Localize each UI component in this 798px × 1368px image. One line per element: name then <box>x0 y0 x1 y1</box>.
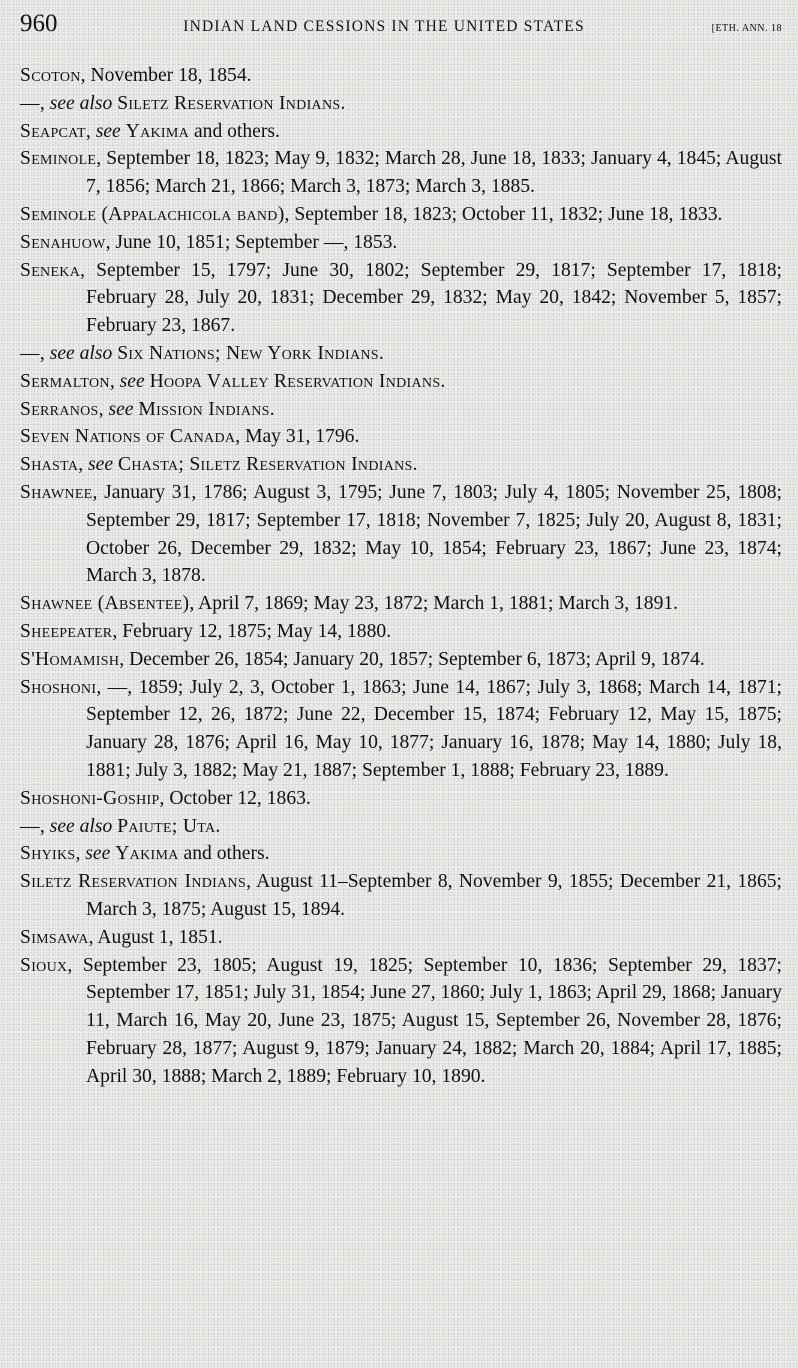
entry-dates: and others. <box>178 843 270 865</box>
entry-heading: Scoton <box>20 65 81 86</box>
index-entry: —, see also Six Nations; New York Indians. <box>20 342 384 364</box>
entry-heading: Sioux <box>20 954 68 976</box>
entry-heading: — <box>20 92 40 114</box>
entry-heading: Seminole <box>20 148 97 170</box>
index-entry: Seapcat, see Yakima and others. <box>20 120 280 142</box>
entry-heading: Shasta <box>20 454 79 476</box>
index-entry <box>20 590 782 618</box>
entry-heading: S'Homamish <box>20 648 120 670</box>
index-entry: —, see also Paiute; Uta. <box>20 815 221 837</box>
entry-heading: Shawnee <box>20 481 93 503</box>
entry-heading: Shawnee (Absentee) <box>20 593 190 615</box>
entry-heading: — <box>20 342 40 364</box>
index-entry <box>20 785 782 813</box>
index-entry: Shyiks, see Yakima and others. <box>20 843 270 865</box>
entry-heading: — <box>20 815 40 837</box>
entry-dates: , December 26, 1854; January 20, 1857; September 6, 1873; April 9, 1874. <box>119 648 705 670</box>
see-target: Yakima <box>115 843 179 865</box>
see-target: Yakima <box>125 120 190 142</box>
entry-dates: , August 1, 1851. <box>88 926 223 948</box>
entry-heading: Seven Nations of Canada <box>20 426 236 448</box>
entry-dates: , August 11–September 8, November 9, 1855; December 21, 1865; March 3, 1875; August 15, 1894. <box>86 871 782 920</box>
entry-dates: , November 18, 1854. <box>80 65 252 86</box>
entry-heading: Simsawa <box>20 926 89 948</box>
page-header <box>20 10 782 46</box>
entry-heading: Serranos <box>20 398 99 420</box>
entry-dates: , September 23, 1805; August 19, 1825; September 10, 1836; September 29, 1837; September 17, 1851; July 31, 1854; June 27, 1860; July 1, 1863; April 29, 1868; January 11, March 16, May 20, June 23, 1875; August 15, September 26, November 28, 1876; February 28, 1877; August 9, 1879; January 24, 1882; March 20, 1884; April 17, 1885; April 30, 1888; March 2, 1889; February 10, 1890. <box>67 954 782 1087</box>
entry-dates: . <box>269 398 275 420</box>
index-entry: Shasta, see Chasta; Siletz Reservation Indians. <box>20 454 418 476</box>
see-reference: see also <box>49 92 113 114</box>
index-entry <box>20 145 782 201</box>
index-entry <box>20 868 782 924</box>
entry-dates: , September 15, 1797; June 30, 1802; September 29, 1817; September 17, 1818; February 28, July 20, 1831; December 29, 1832; May 20, 1842; November 5, 1857; February 23, 1867. <box>80 259 782 337</box>
entry-heading: Shoshoni <box>20 676 97 698</box>
entry-dates: , October 12, 1863. <box>159 787 311 809</box>
index-entry: —, see also Siletz Reservation Indians. <box>20 92 346 114</box>
running-title: INDIAN LAND CESSIONS IN THE UNITED STATES <box>183 18 585 35</box>
entry-dates: , September 18, 1823; May 9, 1832; March 28, June 18, 1833; January 4, 1845; August 7, 1856; March 21, 1866; March 3, 1873; March 3, 1885. <box>86 148 782 198</box>
index-entry <box>20 924 782 952</box>
entry-dates: , May 31, 1796. <box>235 426 360 448</box>
entry-heading: Shoshoni-Goship <box>20 787 160 809</box>
see-target: Siletz Reservation Indians <box>117 92 341 114</box>
entry-dates: , February 12, 1875; May 14, 1880. <box>112 620 392 642</box>
see-target: Hoopa Valley Reservation Indians <box>149 370 441 392</box>
entry-heading: Shyiks <box>20 843 76 865</box>
entry-dates: , —, 1859; July 2, 3, October 1, 1863; June 14, 1867; July 3, 1868; March 14, 1871; September 12, 26, 1872; June 22, December 15, 1874; February 12, May 15, 1875; January 28, 1876; April 16, May 10, 1877; January 16, 1878; May 14, 1880; July 18, 1881; July 3, 1882; May 21, 1887; September 1, 1888; February 23, 1889. <box>86 676 782 781</box>
see-reference: see <box>119 370 145 392</box>
entry-dates: and others. <box>189 120 280 142</box>
entry-dates: , September 18, 1823; October 11, 1832; June 18, 1833. <box>284 203 723 225</box>
see-reference: see also <box>49 342 113 364</box>
index-entry <box>20 479 782 590</box>
entry-dates: , April 7, 1869; May 23, 1872; March 1, 1881; March 3, 1891. <box>189 593 679 615</box>
index-entries <box>20 62 782 1090</box>
see-reference: see <box>108 398 134 420</box>
entry-heading: Seapcat <box>20 120 86 142</box>
see-target: Six Nations; New York Indians <box>117 342 379 364</box>
see-reference: see also <box>49 815 113 837</box>
entry-dates: , June 10, 1851; September —, 1853. <box>105 231 398 253</box>
entry-dates: . <box>378 342 384 364</box>
index-entry <box>20 229 782 257</box>
entry-heading: Seminole (Appalachicola band) <box>20 203 285 225</box>
see-reference: see <box>95 120 121 142</box>
see-reference: see <box>85 843 111 865</box>
index-entry <box>20 257 782 340</box>
index-entry <box>20 423 782 451</box>
index-entry: Serranos, see Mission Indians. <box>20 398 275 420</box>
entry-heading: Sermalton <box>20 370 110 392</box>
entry-dates: , January 31, 1786; August 3, 1795; June 7, 1803; July 4, 1805; November 25, 1808; September 29, 1817; September 17, 1818; November 7, 1825; July 20, August 8, 1831; October 26, December 29, 1832; May 10, 1854; February 23, 1867; June 23, 1874; March 3, 1878. <box>86 481 782 587</box>
entry-dates: . <box>440 370 446 392</box>
index-entry <box>20 62 782 90</box>
entry-heading: Sheepeater <box>20 620 113 642</box>
index-entry <box>20 618 782 646</box>
entry-dates: . <box>215 815 221 837</box>
entry-heading: Senahuow <box>20 231 106 253</box>
index-entry <box>20 674 782 785</box>
entry-heading: Seneka <box>20 259 81 281</box>
see-target: Mission Indians <box>138 398 270 420</box>
see-reference: see <box>88 454 114 476</box>
index-entry <box>20 201 782 229</box>
entry-dates: . <box>340 92 346 114</box>
series-reference: [ETH. ANN. 18 <box>711 23 782 34</box>
index-entry <box>20 646 782 674</box>
entry-heading: Siletz Reservation Indians <box>20 871 247 893</box>
index-entry: Sermalton, see Hoopa Valley Reservation Indians. <box>20 370 446 392</box>
index-entry <box>20 952 782 1091</box>
see-target: Paiute; Uta <box>117 815 216 837</box>
see-target: Chasta; Siletz Reservation Indians <box>117 454 413 476</box>
entry-dates: . <box>412 454 418 476</box>
page-number: 960 <box>20 10 58 37</box>
